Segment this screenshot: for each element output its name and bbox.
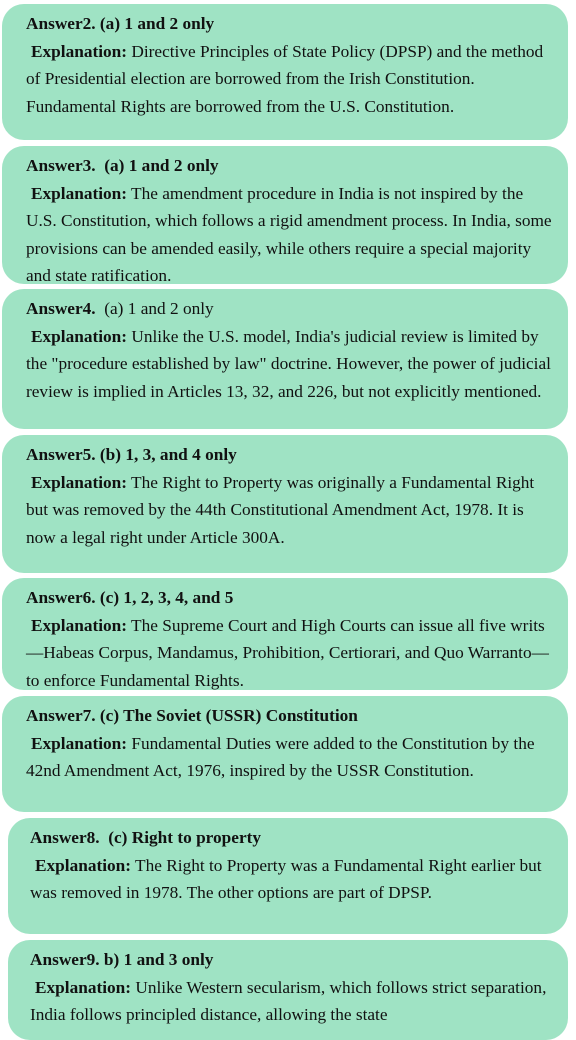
explanation-label: Explanation: bbox=[31, 472, 128, 492]
explanation-text: Unlike the U.S. model, India's judicial review is limited by the "procedure established by law" doctrine. However, the power of judicial review is implied in Articles 13, 32, and 226, but not explicitly mentioned. bbox=[26, 326, 551, 401]
answer-explanation bbox=[26, 730, 556, 785]
answer-explanation bbox=[26, 469, 556, 552]
answer-heading bbox=[26, 295, 556, 323]
explanation-text: The Right to Property was a Fundamental Right earlier but was removed in 1978. The other options are part of DPSP. bbox=[30, 855, 542, 902]
answer-heading bbox=[26, 584, 556, 612]
answer-card-9 bbox=[8, 940, 568, 1040]
answer-choice: (a) 1 and 2 only bbox=[95, 14, 215, 33]
answer-heading bbox=[26, 441, 556, 469]
answer-label: Answer7. bbox=[26, 706, 96, 725]
answer-heading bbox=[26, 702, 556, 730]
explanation-label: Explanation: bbox=[35, 977, 132, 997]
explanation-label: Explanation: bbox=[35, 855, 132, 875]
answer-explanation bbox=[30, 974, 556, 1029]
answer-choice: (a) 1 and 2 only bbox=[95, 156, 219, 175]
answer-card-2 bbox=[2, 4, 568, 140]
answer-choice: (b) 1, 3, and 4 only bbox=[95, 445, 237, 464]
answer-explanation bbox=[26, 38, 556, 121]
answer-choice: (c) Right to property bbox=[99, 828, 262, 847]
answer-label: Answer8. bbox=[30, 828, 100, 847]
explanation-label: Explanation: bbox=[31, 733, 128, 753]
explanation-text: Directive Principles of State Policy (DPSP) and the method of Presidential election are borrowed from the Irish Constitution. Fundamental Rights are borrowed from the U.S. Constitution. bbox=[26, 41, 544, 116]
answer-label: Answer4. bbox=[26, 299, 96, 318]
answer-card-6 bbox=[2, 578, 568, 690]
answer-choice: (c) 1, 2, 3, 4, and 5 bbox=[95, 588, 234, 607]
answer-label: Answer3. bbox=[26, 156, 96, 175]
answer-card-4 bbox=[2, 289, 568, 429]
answer-card-3 bbox=[2, 146, 568, 284]
answer-explanation bbox=[30, 852, 556, 907]
explanation-text: The Right to Property was originally a Fundamental Right but was removed by the 44th Constitutional Amendment Act, 1978. It is now a legal right under Article 300A. bbox=[26, 472, 535, 547]
answer-card-7 bbox=[2, 696, 568, 812]
explanation-label: Explanation: bbox=[31, 41, 128, 61]
answer-label: Answer2. bbox=[26, 14, 96, 33]
explanation-label: Explanation: bbox=[31, 183, 128, 203]
explanation-text: Fundamental Duties were added to the Constitution by the 42nd Amendment Act, 1976, inspired by the USSR Constitution. bbox=[26, 733, 535, 780]
explanation-label: Explanation: bbox=[31, 326, 128, 346]
answer-choice: b) 1 and 3 only bbox=[99, 950, 214, 969]
explanation-text: The amendment procedure in India is not inspired by the U.S. Constitution, which follows a rigid amendment process. In India, some provisions can be amended easily, while others require a special majority and state ratification. bbox=[26, 183, 552, 284]
answer-card-5 bbox=[2, 435, 568, 573]
answer-label: Answer9. bbox=[30, 950, 100, 969]
answer-heading bbox=[26, 10, 556, 38]
explanation-text: The Supreme Court and High Courts can issue all five writs—Habeas Corpus, Mandamus, Prohibition, Certiorari, and Quo Warranto—to enforce Fundamental Rights. bbox=[26, 615, 549, 690]
answer-label: Answer5. bbox=[26, 445, 96, 464]
answer-card-8 bbox=[8, 818, 568, 934]
answer-heading bbox=[30, 946, 556, 974]
answer-heading bbox=[26, 152, 556, 180]
explanation-text: Unlike Western secularism, which follows strict separation, India follows principled distance, allowing the state bbox=[30, 977, 547, 1024]
explanation-label: Explanation: bbox=[31, 615, 128, 635]
answer-explanation bbox=[26, 323, 556, 406]
answer-heading bbox=[30, 824, 556, 852]
answer-explanation bbox=[26, 180, 556, 285]
answer-label: Answer6. bbox=[26, 588, 96, 607]
answer-choice: (c) The Soviet (USSR) Constitution bbox=[95, 706, 358, 725]
answer-choice: (a) 1 and 2 only bbox=[95, 299, 214, 318]
answer-explanation bbox=[26, 612, 556, 691]
